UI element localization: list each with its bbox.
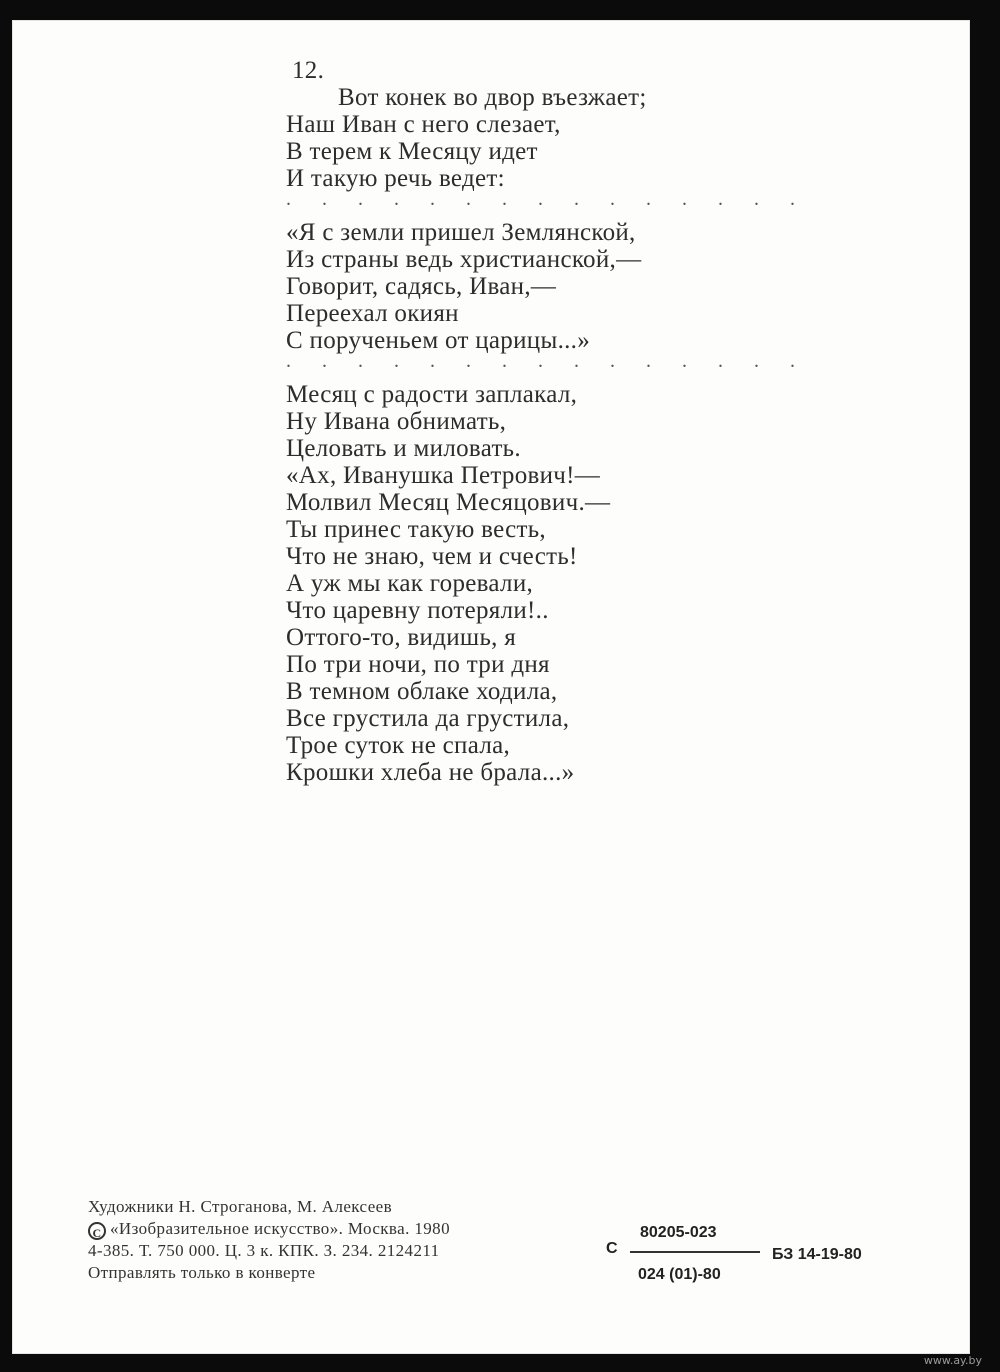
poem-line: Говорит, садясь, Иван,— <box>286 273 557 300</box>
poem-line: С порученьем от царицы...» <box>286 327 591 354</box>
copyright-icon: C <box>88 1222 106 1240</box>
ellipsis-row: . . . . . . . . . . . . . . . <box>286 188 808 210</box>
poem-line: По три ночи, по три дня <box>286 651 550 678</box>
ellipsis-row: . . . . . . . . . . . . . . . <box>286 350 808 372</box>
watermark: www.ay.by <box>923 1354 982 1367</box>
artists-credit: Художники Н. Строганова, М. Алексеев <box>88 1197 393 1216</box>
poem-line: А уж мы как горевали, <box>286 570 534 597</box>
poem-line: Целовать и миловать. <box>286 435 521 462</box>
catalog-code-top: 80205-023 <box>640 1224 717 1241</box>
poem-line: Что царевну потеряли!.. <box>286 597 549 624</box>
catalog-code-bottom: 024 (01)-80 <box>638 1266 721 1283</box>
page-number: 12. <box>292 57 325 84</box>
poem-line: Из страны ведь христианской,— <box>286 246 642 273</box>
publisher-name: «Изобразительное искусство». Москва. 1980 <box>110 1219 450 1238</box>
poem-line: Крошки хлеба не брала...» <box>286 759 575 786</box>
poem-line: В терем к Месяцу идет <box>286 138 538 165</box>
poem-line: Ну Ивана обнимать, <box>286 408 507 435</box>
catalog-prefix: С <box>606 1240 618 1257</box>
poem-line: Наш Иван с него слезает, <box>286 111 561 138</box>
poem-line: Вот конек во двор въезжает; <box>338 84 647 111</box>
poem-line: Все грустила да грустила, <box>286 705 570 732</box>
poem-line: Ты принес такую весть, <box>286 516 546 543</box>
mailing-note: Отправлять только в конверте <box>88 1263 316 1282</box>
poem-line: И такую речь ведет: <box>286 165 505 192</box>
poem-text <box>286 57 808 786</box>
poem-line: Месяц с радости заплакал, <box>286 381 578 408</box>
poem-line: «Ах, Иванушка Петрович!— <box>286 462 601 489</box>
poem-line: «Я с земли пришел Землянской, <box>286 219 636 246</box>
publisher-line <box>88 1218 450 1240</box>
poem-line: Трое суток не спала, <box>286 732 511 759</box>
fraction-bar <box>630 1251 760 1253</box>
poem-line: Оттого-то, видишь, я <box>286 624 517 651</box>
catalog-code-right: БЗ 14-19-80 <box>772 1246 862 1263</box>
poem-line: В темном облаке ходила, <box>286 678 558 705</box>
imprint <box>88 1196 450 1284</box>
poem-line: Что не знаю, чем и счесть! <box>286 543 578 570</box>
poem-line: Переехал окиян <box>286 300 459 327</box>
print-info: 4-385. Т. 750 000. Ц. 3 к. КПК. З. 234. 2124211 <box>88 1241 440 1260</box>
poem-line: Молвил Месяц Месяцович.— <box>286 489 611 516</box>
